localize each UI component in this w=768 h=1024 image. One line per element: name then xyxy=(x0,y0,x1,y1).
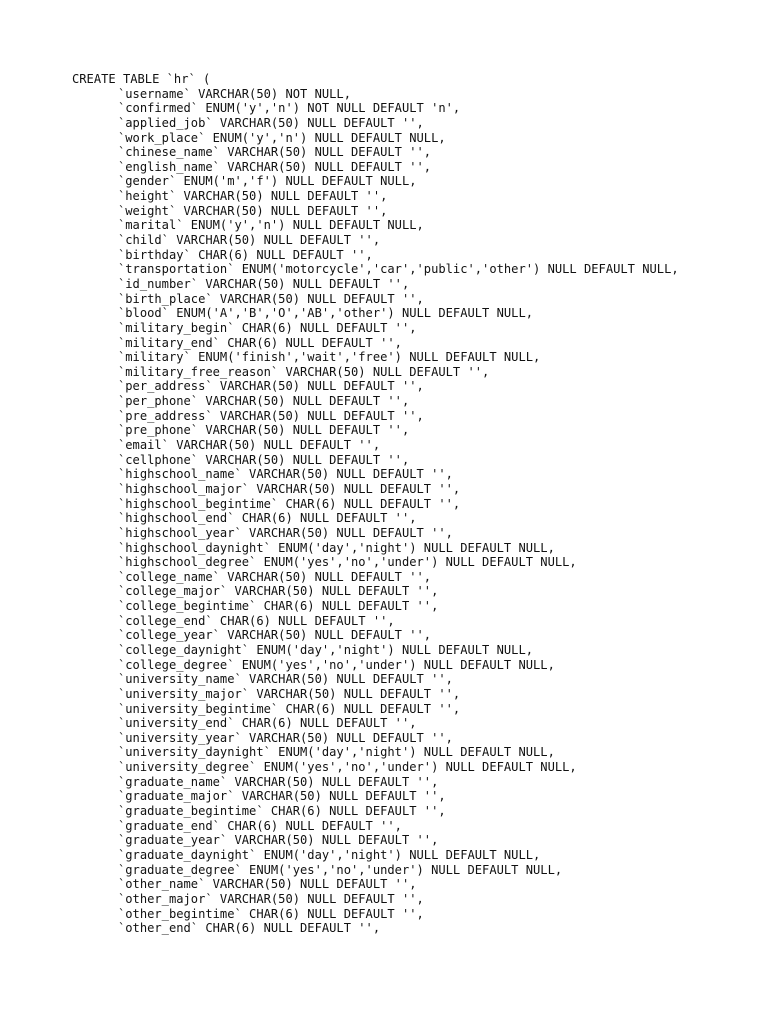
column-definition-line: `military_end` CHAR(6) NULL DEFAULT '', xyxy=(118,335,402,350)
column-definition-line: `highschool_major` VARCHAR(50) NULL DEFAULT '', xyxy=(118,481,461,496)
column-definition-line: `highschool_begintime` CHAR(6) NULL DEFAULT '', xyxy=(118,496,461,511)
column-definition-line: `highschool_daynight` ENUM('day','night') NULL DEFAULT NULL, xyxy=(118,540,555,555)
column-definition-line: `work_place` ENUM('y','n') NULL DEFAULT NULL, xyxy=(118,130,446,145)
column-definition-line: `military_begin` CHAR(6) NULL DEFAULT '', xyxy=(118,320,417,335)
column-definition-line: `graduate_name` VARCHAR(50) NULL DEFAULT '', xyxy=(118,774,439,789)
column-definition-line: `graduate_year` VARCHAR(50) NULL DEFAULT '', xyxy=(118,833,439,848)
column-definition-line: `graduate_major` VARCHAR(50) NULL DEFAULT '', xyxy=(118,789,446,804)
column-definition-line: `highschool_name` VARCHAR(50) NULL DEFAULT '', xyxy=(118,467,453,482)
column-definition-line: `college_year` VARCHAR(50) NULL DEFAULT '', xyxy=(118,628,432,643)
column-definition-line: `graduate_end` CHAR(6) NULL DEFAULT '', xyxy=(118,818,402,833)
column-definition-line: `university_end` CHAR(6) NULL DEFAULT '', xyxy=(118,716,417,731)
column-definition-line: `graduate_daynight` ENUM('day','night') NULL DEFAULT NULL, xyxy=(118,847,541,862)
column-definition-line: `marital` ENUM('y','n') NULL DEFAULT NULL, xyxy=(118,218,424,233)
create-table-line: CREATE TABLE `hr` ( xyxy=(72,72,211,86)
column-definition-line: `college_end` CHAR(6) NULL DEFAULT '', xyxy=(118,613,395,628)
column-definition-line: `graduate_degree` ENUM('yes','no','under') NULL DEFAULT NULL, xyxy=(118,862,563,877)
column-definition-line: `highschool_end` CHAR(6) NULL DEFAULT '', xyxy=(118,511,417,526)
column-definition-line: `other_end` CHAR(6) NULL DEFAULT '', xyxy=(118,921,381,936)
column-definition-line: `college_name` VARCHAR(50) NULL DEFAULT '', xyxy=(118,569,432,584)
column-definition-line: `per_phone` VARCHAR(50) NULL DEFAULT '', xyxy=(118,394,410,409)
column-definition-line: `college_daynight` ENUM('day','night') NULL DEFAULT NULL, xyxy=(118,642,534,657)
column-definition-line: `applied_job` VARCHAR(50) NULL DEFAULT '', xyxy=(118,115,424,130)
column-definition-line: `per_address` VARCHAR(50) NULL DEFAULT '', xyxy=(118,379,424,394)
column-definition-line: `child` VARCHAR(50) NULL DEFAULT '', xyxy=(118,233,381,248)
column-definition-line: `email` VARCHAR(50) NULL DEFAULT '', xyxy=(118,438,381,453)
column-definition-line: `highschool_year` VARCHAR(50) NULL DEFAULT '', xyxy=(118,525,453,540)
column-definition-line: `military_free_reason` VARCHAR(50) NULL DEFAULT '', xyxy=(118,364,490,379)
column-definition-line: `transportation` ENUM('motorcycle','car','public','other') NULL DEFAULT NULL, xyxy=(118,262,679,277)
column-definition-line: `gender` ENUM('m','f') NULL DEFAULT NULL, xyxy=(118,174,417,189)
column-definition-line: `military` ENUM('finish','wait','free') NULL DEFAULT NULL, xyxy=(118,350,541,365)
column-definition-line: `university_degree` ENUM('yes','no','under') NULL DEFAULT NULL, xyxy=(118,760,577,775)
column-definition-line: `other_begintime` CHAR(6) NULL DEFAULT '', xyxy=(118,906,424,921)
column-definition-line: `blood` ENUM('A','B','O','AB','other') NULL DEFAULT NULL, xyxy=(118,306,534,321)
column-definition-line: `weight` VARCHAR(50) NULL DEFAULT '', xyxy=(118,203,388,218)
column-definition-line: `pre_phone` VARCHAR(50) NULL DEFAULT '', xyxy=(118,423,410,438)
column-definition-line: `college_degree` ENUM('yes','no','under') NULL DEFAULT NULL, xyxy=(118,657,555,672)
column-definition-line: `university_name` VARCHAR(50) NULL DEFAULT '', xyxy=(118,672,453,687)
column-definition-line: `id_number` VARCHAR(50) NULL DEFAULT '', xyxy=(118,276,410,291)
column-definition-line: `college_begintime` CHAR(6) NULL DEFAULT '', xyxy=(118,599,439,614)
column-definition-line: `english_name` VARCHAR(50) NULL DEFAULT '', xyxy=(118,159,432,174)
column-definition-line: `username` VARCHAR(50) NOT NULL, xyxy=(118,86,351,101)
column-definition-line: `college_major` VARCHAR(50) NULL DEFAULT '', xyxy=(118,584,439,599)
column-definition-line: `university_daynight` ENUM('day','night') NULL DEFAULT NULL, xyxy=(118,745,555,760)
column-definition-line: `other_name` VARCHAR(50) NULL DEFAULT '', xyxy=(118,877,417,892)
column-definitions xyxy=(72,87,679,936)
column-definition-line: `university_begintime` CHAR(6) NULL DEFAULT '', xyxy=(118,701,461,716)
column-definition-line: `birth_place` VARCHAR(50) NULL DEFAULT '', xyxy=(118,291,424,306)
column-definition-line: `pre_address` VARCHAR(50) NULL DEFAULT '', xyxy=(118,408,424,423)
column-definition-line: `cellphone` VARCHAR(50) NULL DEFAULT '', xyxy=(118,452,410,467)
column-definition-line: `birthday` CHAR(6) NULL DEFAULT '', xyxy=(118,247,373,262)
column-definition-line: `chinese_name` VARCHAR(50) NULL DEFAULT '', xyxy=(118,145,432,160)
column-definition-line: `highschool_degree` ENUM('yes','no','under') NULL DEFAULT NULL, xyxy=(118,555,577,570)
column-definition-line: `graduate_begintime` CHAR(6) NULL DEFAULT '', xyxy=(118,804,446,819)
sql-code-block xyxy=(72,72,679,936)
column-definition-line: `height` VARCHAR(50) NULL DEFAULT '', xyxy=(118,189,388,204)
column-definition-line: `university_major` VARCHAR(50) NULL DEFAULT '', xyxy=(118,686,461,701)
column-definition-line: `confirmed` ENUM('y','n') NOT NULL DEFAULT 'n', xyxy=(118,101,461,116)
column-definition-line: `other_major` VARCHAR(50) NULL DEFAULT '', xyxy=(118,891,424,906)
column-definition-line: `university_year` VARCHAR(50) NULL DEFAULT '', xyxy=(118,730,453,745)
